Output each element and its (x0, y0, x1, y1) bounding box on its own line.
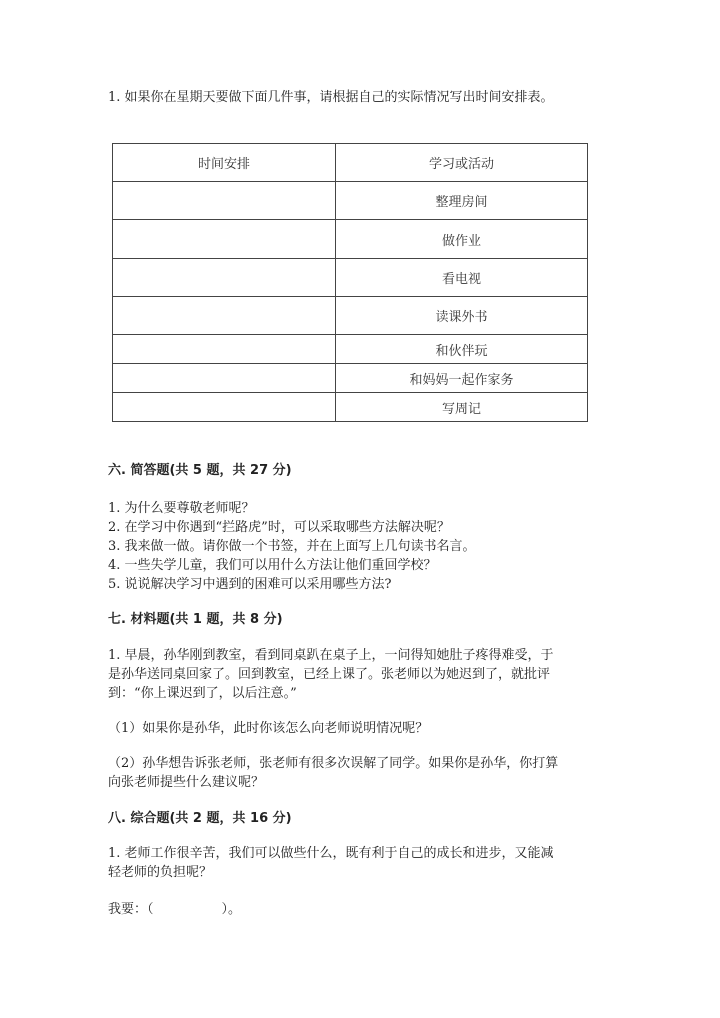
passage-line: 到：“你上课迟到了，以后注意。” (108, 686, 297, 701)
table-row (113, 259, 588, 297)
section6-item: 1. 为什么要尊敬老师呢？ (108, 501, 255, 516)
sub-question-2-line: 向张老师提些什么建议呢？ (108, 775, 265, 790)
time-cell[interactable] (113, 364, 336, 393)
section8-question-line: 1. 老师工作很辛苦，我们可以做些什么，既有利于自己的成长和进步，又能减 (108, 846, 554, 861)
table-row (113, 182, 588, 220)
header-activity: 学习或活动 (336, 144, 588, 182)
answer-line (108, 900, 241, 919)
section6-item: 3. 我来做一做。请你做一个书签，并在上面写上几句读书名言。 (108, 539, 476, 554)
table-header-row (113, 144, 588, 182)
table-row (113, 297, 588, 335)
section6-title: 六. 简答题(共 5 题，共 27 分) (108, 463, 292, 478)
time-cell[interactable] (113, 393, 336, 422)
section6-item: 4. 一些失学儿童，我们可以用什么方法让他们重回学校？ (108, 558, 437, 573)
table-row (113, 220, 588, 259)
schedule-table (112, 143, 588, 422)
table-row (113, 393, 588, 422)
section8-question-line: 轻老师的负担呢？ (108, 865, 213, 880)
section8-title: 八. 综合题(共 2 题，共 16 分) (108, 811, 292, 826)
time-cell[interactable] (113, 297, 336, 335)
passage-line: 是孙华送同桌回家了。回到教室，已经上课了。张老师以为她迟到了，就批评 (108, 667, 551, 682)
time-cell[interactable] (113, 335, 336, 364)
activity-cell: 写周记 (336, 393, 588, 422)
answer-suffix: ）。 (221, 902, 242, 917)
section7-title: 七. 材料题(共 1 题，共 8 分) (108, 612, 283, 627)
activity-cell: 和妈妈一起作家务 (336, 364, 588, 393)
passage-line: 1. 早晨，孙华刚到教室，看到同桌趴在桌子上，一问得知她肚子疼得难受，于 (108, 648, 554, 663)
header-time: 时间安排 (113, 144, 336, 182)
question-intro: 1. 如果你在星期天要做下面几件事，请根据自己的实际情况写出时间安排表。 (108, 90, 554, 105)
answer-prefix: 我要：（ (108, 902, 154, 917)
table-row (113, 335, 588, 364)
time-cell[interactable] (113, 259, 336, 297)
section6-item: 5. 说说解决学习中遇到的困难可以采用哪些方法? (108, 577, 392, 592)
section6-item: 2. 在学习中你遇到“拦路虎”时，可以采取哪些方法解决呢？ (108, 520, 450, 535)
activity-cell: 和伙伴玩 (336, 335, 588, 364)
time-cell[interactable] (113, 220, 336, 259)
sub-question-1: （1）如果你是孙华，此时你该怎么向老师说明情况呢？ (108, 721, 429, 736)
sub-question-2-line: （2）孙华想告诉张老师，张老师有很多次误解了同学。如果你是孙华，你打算 (108, 756, 559, 771)
time-cell[interactable] (113, 182, 336, 220)
table-row (113, 364, 588, 393)
activity-cell: 整理房间 (336, 182, 588, 220)
activity-cell: 做作业 (336, 220, 588, 259)
activity-cell: 读课外书 (336, 297, 588, 335)
activity-cell: 看电视 (336, 259, 588, 297)
